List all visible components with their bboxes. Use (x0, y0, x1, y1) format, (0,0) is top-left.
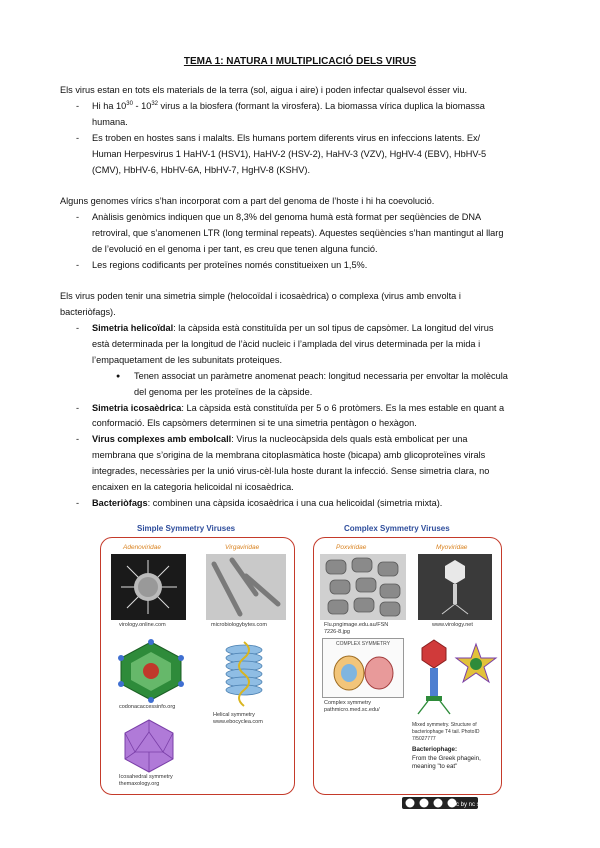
rod-virus-micrograph (206, 554, 286, 620)
document-body (60, 83, 510, 512)
spiked-virus-diagram (456, 644, 496, 684)
simple-symmetry-title: Simple Symmetry Viruses (137, 524, 236, 533)
icosahedral-diagram (111, 638, 191, 702)
sub-list-item: ● Tenen associat un paràmetre anomenat peach: longitud necessaria per envoltar la molècula del genoma per les proteïnes de la càpside. (92, 369, 510, 401)
sub-list (92, 369, 510, 401)
image-caption: Mixed symmetry. Structure of bacteriophage T4 tail. PhotoID 7/5027777 (412, 722, 480, 742)
family-label: Adenoviridae (123, 544, 161, 551)
image-caption: codonacaccessinfo.org (119, 704, 176, 710)
helical-diagram (219, 640, 269, 710)
intro-list (60, 99, 510, 179)
complex-symmetry-title: Complex Symmetry Viruses (344, 524, 450, 533)
image-caption: Icosahedral symmetry themaxology.org (119, 774, 173, 787)
list-item: - Es troben en hostes sans i malalts. Els humans portem diferents virus en infeccions latents. Ex/ Human Herpesvirus 1 HaHV-1 (HSV1), HaHV-2 (HSV-2), HaHV-3 (VZV), HgHV-4 (EBV), HbHV-5 (CMV), HbHV-6, HbHV-6A, HbHV-7, HgHV-8 (KSHV). (60, 131, 510, 179)
symmetry-list (60, 321, 510, 512)
image-caption: microbiologybytes.com (211, 622, 267, 628)
genomes-paragraph: Alguns genomes vírics s’han incorporat com a part del genoma de l’hoste i hi ha coevolució. (60, 196, 435, 207)
license-text: cc by nc sa (452, 802, 484, 808)
icosahedron-model (121, 718, 177, 774)
image-caption: Flu.pngimage.edu.au/FSN 7226-8.jpg (324, 622, 389, 635)
image-caption: www.virology.net (432, 622, 473, 628)
complex-virus-diagram (329, 651, 397, 693)
image-caption: Complex symmetry pathmicro.med.sc.edu/ (324, 700, 380, 713)
poxvirus-micrograph (320, 554, 406, 620)
list-item: - Simetria icosaèdrica: La càpsida està constituïda per 5 o 6 protòmers. Es la mes estable en quant a conformació. Els capsòmers determinen si te una simetria pentàgon o hexàgon. (60, 401, 510, 433)
bacteriophage-diagram (414, 638, 454, 718)
list-item: - Les regions codificants per proteïnes només constitueixen un 1,5%. (60, 258, 510, 274)
bacteriophage-definition: From the Greek phagein, meaning "to eat" (412, 755, 481, 770)
myovirus-micrograph (418, 554, 492, 620)
family-label: Virgaviridae (225, 544, 260, 551)
family-label: Myoviridae (436, 544, 468, 551)
adenovirus-micrograph (111, 554, 186, 620)
list-item: - Hi ha $10^{30} - 10^{32}$ virus a la biosfera (formant la virosfera). La biomassa vírica duplica la biomassa humana. (60, 99, 510, 131)
family-label: Poxviridae (336, 544, 367, 551)
complex-symmetry-panel (313, 524, 502, 795)
complex-symmetry-box (322, 638, 404, 698)
intro-paragraph: Els virus estan en tots els materials de la terra (sol, aigua i aire) i poden infectar qualsevol ésser viu. (60, 85, 467, 95)
list-item: - Virus complexes amb embolcall: Virus la nucleocàpsida dels quals està embolicat per una membrana que s’origina de la membrana citoplasmàtica hoste (bicapa) amb glicoproteïnes virals integrades, necessàries per la unió virus-cèl·lula hoste durant la infecció. Sense simetria clara, no encaixen en la categoria helicoidal ni icosaèdrica. (60, 432, 510, 496)
list-item: - Simetria helicoïdal: la càpsida està constituïda per un sol tipus de capsòmer. La longitud del virus està determinada per la longitud de l’àcid nucleic i l’amplada del virus determinada per la mida i l’empaquetament de les subunitats proteiques. ● Tenen associat un paràmetre anomenat peach: longitud necessaria per envoltar la molècula del genoma per les proteïnes de la càpside. (60, 321, 510, 401)
cc-license-icon (402, 797, 484, 809)
genomes-list (60, 210, 510, 274)
simple-symmetry-panel (100, 524, 295, 795)
page-title: TEMA 1: NATURA I MULTIPLICACIÓ DELS VIRUS (183, 56, 417, 67)
list-item: - Anàlisis genòmics indiquen que un 8,3% del genoma humà està format per seqüències de DNA retroviral, que s’anomenen LTR (long terminal repeats). Aquestes seqüències s’han mantingut al llarg de l’evolució en el genoma i per tant, es creu que tenen alguna funció. (60, 210, 510, 258)
box-label: COMPLEX SYMMETRY (335, 641, 391, 647)
image-caption: Helical symmetry www.ebocyclea.com (213, 712, 263, 725)
symmetry-paragraph: Els virus poden tenir una simetria simple (helocoïdal i icosaèdrica) o complexa (virus amb envolta i bacteriòfags). (60, 291, 461, 318)
virus-symmetry-figure (100, 523, 500, 793)
bacteriophage-title: Bacteriophage: (412, 746, 458, 753)
image-caption: virology.online.com (119, 622, 166, 628)
list-item: - Bacteriòfags: combinen una càpsida icosaèdrica i una cua helicoidal (simetria mixta). (60, 496, 510, 512)
creative-commons-badge (402, 796, 484, 808)
